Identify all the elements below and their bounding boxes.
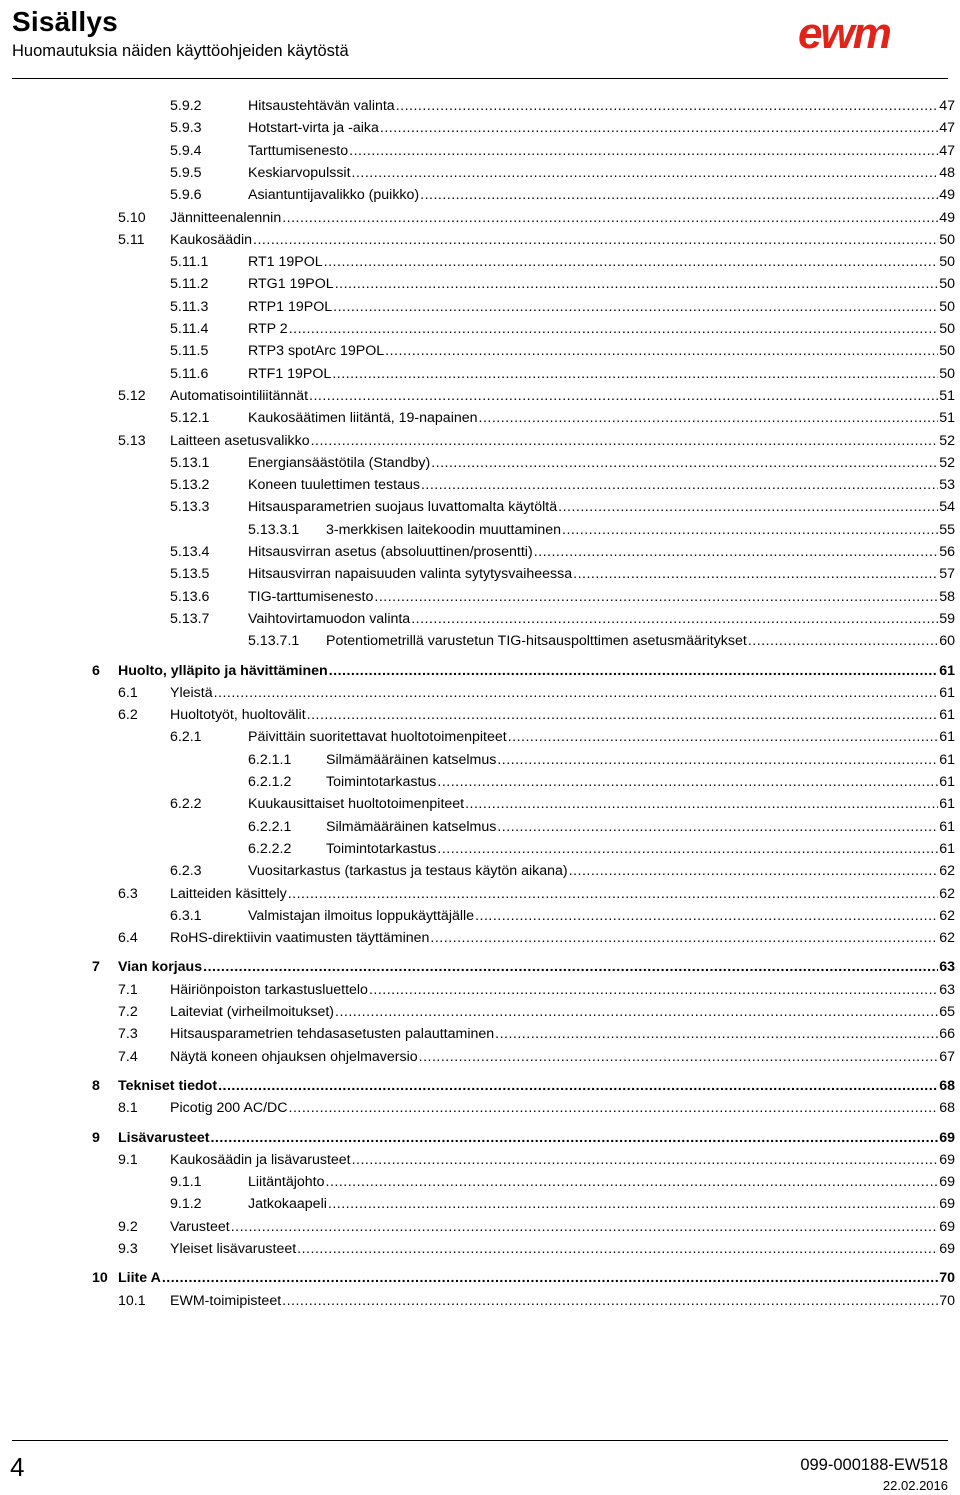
toc-entry[interactable] <box>170 1194 955 1214</box>
toc-entry-page: 62 <box>939 907 955 924</box>
dot-leader <box>352 1150 939 1170</box>
toc-entry[interactable] <box>118 1217 955 1237</box>
toc-entry-page: 63 <box>939 981 955 998</box>
toc-entry-number: 9.1.1 <box>170 1174 202 1191</box>
toc-entry[interactable] <box>248 520 955 540</box>
toc-entry[interactable] <box>118 980 955 1000</box>
toc-entry[interactable] <box>118 683 955 703</box>
toc-entry-number: 5.13.3.1 <box>248 521 300 538</box>
svg-text:ewm: ewm <box>798 14 890 54</box>
toc-entry-number: 5.13.3 <box>170 499 210 516</box>
toc-entry-number: 6.2.1 <box>170 729 202 746</box>
toc-entry-page: 65 <box>939 1004 955 1020</box>
toc-entry-number: 6.2.2.1 <box>248 818 292 835</box>
toc-entry[interactable] <box>248 817 955 837</box>
dot-leader <box>419 1047 939 1067</box>
dot-leader <box>289 1098 939 1118</box>
toc-entry[interactable] <box>118 884 955 904</box>
toc-entry-page: 54 <box>939 499 955 516</box>
toc-entry-title: Näytä koneen ohjauksen ohjelmaversio <box>170 1048 418 1065</box>
toc-entry-number: 5.12 <box>118 387 146 404</box>
dot-leader <box>282 1291 938 1311</box>
toc-entry-number: 5.11.4 <box>170 321 209 337</box>
toc-entry-title: EWM-toimipisteet <box>170 1292 282 1309</box>
toc-entry[interactable] <box>170 408 955 428</box>
dot-leader <box>385 341 938 361</box>
dot-leader <box>421 475 938 495</box>
toc-entry-page: 48 <box>939 164 955 181</box>
toc-entry-title: Vaihtovirtamuodon valinta <box>248 610 411 627</box>
toc-entry-title: Kaukosäätimen liitäntä, 19-napainen <box>248 410 478 427</box>
dot-leader <box>495 1024 938 1044</box>
toc-entry-title: Huoltotyöt, huoltovälit <box>170 707 306 724</box>
toc-entry-number: 7.4 <box>118 1048 138 1065</box>
toc-entry[interactable] <box>170 542 955 562</box>
toc-entry-number: 5.13 <box>118 432 146 449</box>
toc-entry-page: 52 <box>939 432 955 449</box>
dot-leader <box>218 1076 938 1096</box>
toc-entry-number: 5.11.2 <box>170 276 209 293</box>
toc-entry-number: 6.2.2.2 <box>248 840 292 857</box>
toc-entry-page: 50 <box>939 365 955 382</box>
toc-entry-page: 66 <box>939 1026 955 1043</box>
toc-entry-title: RTP1 19POL <box>248 298 333 315</box>
toc-entry-number: 5.11.1 <box>170 254 209 271</box>
toc-entry-page: 47 <box>939 120 955 137</box>
toc-entry-title: Energiansäästötila (Standby) <box>248 454 431 471</box>
toc-entry-page: 59 <box>939 610 955 627</box>
dot-leader <box>479 408 939 428</box>
dot-leader <box>210 1128 938 1148</box>
toc-entry-page: 69 <box>939 1129 955 1146</box>
toc-entry-page: 61 <box>939 796 955 813</box>
toc-entry-title: Silmämääräinen katselmus <box>326 751 497 768</box>
toc-entry-page: 47 <box>939 98 955 114</box>
toc-entry-title: TIG-tarttumisenesto <box>248 588 374 605</box>
toc-entry[interactable] <box>118 705 955 725</box>
toc-entry[interactable] <box>170 319 955 339</box>
toc-entry-page: 58 <box>939 588 955 605</box>
toc-entry-number: 6.2.1.1 <box>248 751 292 768</box>
document-date: 22.02.2016 <box>882 1478 948 1493</box>
dot-leader <box>352 163 939 183</box>
toc-entry-page: 56 <box>939 544 955 560</box>
toc-entry[interactable] <box>92 1076 955 1096</box>
toc-entry[interactable] <box>92 1128 955 1148</box>
toc-entry-number: 5.9.5 <box>170 164 202 181</box>
toc-entry[interactable] <box>170 297 955 317</box>
dot-leader <box>329 661 939 681</box>
toc-entry-number: 6.2.1.2 <box>248 774 292 790</box>
toc-entry-page: 61 <box>939 774 955 790</box>
toc-entry-number: 6.2 <box>118 707 138 724</box>
toc-entry-title: Hitsausvirran asetus (absoluuttinen/prosentti) <box>248 544 533 560</box>
toc-entry-number: 5.13.7.1 <box>248 633 300 650</box>
toc-entry[interactable] <box>118 928 955 948</box>
toc-entry-title: Jännitteenalennin <box>170 209 282 226</box>
dot-leader <box>203 957 938 977</box>
toc-entry[interactable] <box>170 274 955 294</box>
dot-leader <box>324 252 939 272</box>
toc-entry[interactable] <box>92 1268 955 1288</box>
toc-entry-page: 51 <box>939 387 955 404</box>
dot-leader <box>335 274 939 294</box>
toc-entry-page: 62 <box>939 863 955 880</box>
toc-entry-page: 67 <box>939 1048 955 1065</box>
dot-leader <box>162 1268 938 1288</box>
toc-entry-number: 5.13.4 <box>170 544 210 560</box>
toc-entry[interactable] <box>170 727 955 747</box>
toc-entry[interactable] <box>118 1291 955 1311</box>
toc-entry-number: 5.9.6 <box>170 187 202 204</box>
toc-entry-number: 5.13.7 <box>170 610 210 627</box>
toc-entry[interactable] <box>170 564 955 584</box>
dot-leader <box>297 1239 938 1259</box>
page-title: Sisällys <box>12 6 118 37</box>
toc-entry-number: 5.11.5 <box>170 343 209 360</box>
toc-entry-title: Asiantuntijavalikko (puikko) <box>248 187 420 204</box>
toc-entry-number: 8 <box>92 1077 100 1094</box>
toc-entry-number: 6 <box>92 662 100 679</box>
dot-leader <box>374 587 938 607</box>
toc-entry[interactable] <box>170 794 955 814</box>
toc-entry-number: 6.3 <box>118 885 138 902</box>
toc-entry-title: Kuukausittaiset huoltotoimenpiteet <box>248 796 465 813</box>
dot-leader <box>307 705 939 725</box>
toc-entry-number: 5.10 <box>118 209 146 226</box>
toc-entry[interactable] <box>170 906 955 926</box>
toc-entry-page: 55 <box>939 521 955 538</box>
toc-entry-title: Toimintotarkastus <box>326 774 437 790</box>
toc-entry-number: 7 <box>92 959 100 976</box>
toc-entry[interactable] <box>118 1239 955 1259</box>
toc-entry-page: 53 <box>939 477 955 494</box>
toc-entry[interactable] <box>170 587 955 607</box>
toc-entry-number: 9.1 <box>118 1151 138 1168</box>
toc-entry[interactable] <box>170 364 955 384</box>
footer-divider <box>12 1440 948 1441</box>
toc-entry-title: Laitteiden käsittely <box>170 885 287 902</box>
dot-leader <box>508 727 939 747</box>
toc-entry-page: 49 <box>939 187 955 204</box>
toc-entry-page: 49 <box>939 209 955 226</box>
dot-leader <box>349 141 938 161</box>
toc-entry-page: 52 <box>939 454 955 471</box>
toc-entry-number: 5.11.6 <box>170 365 209 382</box>
dot-leader <box>253 230 938 250</box>
toc-entry-number: 6.1 <box>118 684 138 701</box>
toc-entry-number: 5.9.3 <box>170 120 202 137</box>
toc-entry-number: 9.2 <box>118 1218 138 1235</box>
toc-entry-title: Häiriönpoiston tarkastusluettelo <box>170 981 368 998</box>
toc-entry-number: 6.2.2 <box>170 796 202 813</box>
toc-entry-page: 68 <box>939 1100 955 1117</box>
dot-leader <box>333 297 938 317</box>
toc-entry-number: 6.3.1 <box>170 907 202 924</box>
toc-entry[interactable] <box>118 1098 955 1118</box>
toc-entry[interactable] <box>118 1002 955 1022</box>
toc-entry-page: 62 <box>939 885 955 902</box>
dot-leader <box>558 497 938 517</box>
toc-entry-page: 50 <box>939 231 955 248</box>
toc-entry-title: RoHS-direktiivin vaatimusten täyttäminen <box>170 930 430 947</box>
dot-leader <box>335 1002 938 1022</box>
dot-leader <box>562 520 938 540</box>
dot-leader <box>534 542 939 562</box>
toc-entry[interactable] <box>248 839 955 859</box>
dot-leader <box>437 772 938 792</box>
toc-entry-title: RTG1 19POL <box>248 276 334 293</box>
toc-entry-title: Toimintotarkastus <box>326 840 437 857</box>
dot-leader <box>309 386 938 406</box>
toc-entry-number: 9.1.2 <box>170 1196 202 1213</box>
page-number: 4 <box>10 1452 25 1482</box>
toc-entry[interactable] <box>170 609 955 629</box>
toc-entry-page: 62 <box>939 930 955 947</box>
toc-entry-number: 9 <box>92 1129 100 1146</box>
toc-entry-page: 60 <box>939 633 955 650</box>
toc-entry-number: 10.1 <box>118 1292 146 1309</box>
toc-entry-page: 69 <box>939 1218 955 1235</box>
toc-entry[interactable] <box>170 861 955 881</box>
toc-entry-title: Hitsausparametrien tehdasasetusten palauttaminen <box>170 1026 495 1043</box>
toc-entry-page: 69 <box>939 1196 955 1213</box>
toc-entry-number: 6.4 <box>118 930 138 947</box>
dot-leader <box>326 1172 939 1192</box>
toc-entry[interactable] <box>118 431 955 451</box>
toc-entry-number: 5.13.6 <box>170 588 210 605</box>
dot-leader <box>328 1194 938 1214</box>
toc-entry-page: 69 <box>939 1174 955 1191</box>
toc-entry-number: 7.2 <box>118 1004 138 1020</box>
toc-entry-page: 61 <box>939 729 955 746</box>
dot-leader <box>497 817 938 837</box>
toc-entry-page: 50 <box>939 298 955 315</box>
toc-entry-page: 50 <box>939 276 955 293</box>
toc-entry-title: RTP 2 <box>248 321 288 337</box>
toc-entry-number: 7.1 <box>118 981 138 998</box>
toc-entry[interactable] <box>170 1172 955 1192</box>
toc-entry-title: Päivittäin suoritettavat huoltotoimenpiteet <box>248 729 507 746</box>
toc-entry[interactable] <box>170 118 955 138</box>
toc-entry[interactable] <box>92 957 955 977</box>
toc-entry-number: 5.13.1 <box>170 454 210 471</box>
dot-leader <box>311 431 939 451</box>
toc-entry[interactable] <box>170 141 955 161</box>
dot-leader <box>380 118 938 138</box>
toc-entry[interactable] <box>248 631 955 651</box>
toc-entry-title: Liitäntäjohto <box>248 1174 325 1191</box>
toc-entry-title: Lisävarusteet <box>118 1129 210 1146</box>
toc-entry-number: 8.1 <box>118 1100 138 1117</box>
toc-entry-title: Laitteen asetusvalikko <box>170 432 310 449</box>
toc-entry-title: Huolto, ylläpito ja hävittäminen <box>118 662 328 679</box>
toc-entry[interactable] <box>248 772 955 792</box>
toc-entry-page: 50 <box>939 343 955 360</box>
toc-entry-title: Silmämääräinen katselmus <box>326 818 497 835</box>
page-subtitle: Huomautuksia näiden käyttöohjeiden käytöstä <box>12 42 349 60</box>
toc-entry[interactable] <box>170 497 955 517</box>
dot-leader <box>411 609 938 629</box>
toc-entry-number: 5.11 <box>118 231 145 248</box>
toc-entry-page: 61 <box>939 751 955 768</box>
toc-entry[interactable] <box>118 1047 955 1067</box>
dot-leader <box>430 928 938 948</box>
toc-entry-title: Keskiarvopulssit <box>248 164 351 181</box>
toc-entry-title: Kaukosäädin ja lisävarusteet <box>170 1151 351 1168</box>
toc-entry-number: 5.9.4 <box>170 142 202 159</box>
toc-entry-number: 7.3 <box>118 1026 138 1043</box>
toc-entry-title: Hitsausvirran napaisuuden valinta sytytysvaiheessa <box>248 566 573 583</box>
toc-entry-page: 50 <box>939 321 955 337</box>
toc-entry-page: 61 <box>939 707 955 724</box>
dot-leader <box>369 980 938 1000</box>
toc-entry-title: Hitsausparametrien suojaus luvattomalta käytöltä <box>248 499 558 516</box>
toc-entry[interactable] <box>170 163 955 183</box>
toc-entry[interactable] <box>118 208 955 228</box>
dot-leader <box>573 564 938 584</box>
toc-entry-title: Vian korjaus <box>118 959 203 976</box>
toc-entry-page: 70 <box>939 1292 955 1309</box>
toc-entry-title: Hotstart-virta ja -aika <box>248 120 379 137</box>
toc-entry-title: Liite A <box>118 1270 161 1287</box>
dot-leader <box>569 861 939 881</box>
toc-entry-number: 5.13.5 <box>170 566 210 583</box>
toc-entry-number: 6.2.3 <box>170 863 202 880</box>
dot-leader <box>396 96 939 116</box>
toc-entry-title: Valmistajan ilmoitus loppukäyttäjälle <box>248 907 475 924</box>
toc-entry-title: RT1 19POL <box>248 254 323 271</box>
toc-entry[interactable] <box>118 386 955 406</box>
toc-entry-title: Kaukosäädin <box>170 231 253 248</box>
dot-leader <box>437 839 938 859</box>
toc-entry[interactable] <box>118 230 955 250</box>
dot-leader <box>288 884 938 904</box>
toc-entry-page: 69 <box>939 1241 955 1257</box>
toc-entry-title: Varusteet <box>170 1218 230 1235</box>
toc-entry-number: 5.9.2 <box>170 98 202 114</box>
dot-leader <box>289 319 939 339</box>
toc-entry[interactable] <box>118 1024 955 1044</box>
toc-entry-title: Potentiometrillä varustetun TIG-hitsauspolttimen asetusmääritykset <box>326 633 747 650</box>
toc-entry[interactable] <box>170 453 955 473</box>
dot-leader <box>431 453 938 473</box>
toc-entry[interactable] <box>170 341 955 361</box>
toc-entry-title: Yleiset lisävarusteet <box>170 1241 297 1257</box>
toc-entry-title: Koneen tuulettimen testaus <box>248 477 420 494</box>
toc-entry-page: 50 <box>939 254 955 271</box>
toc-entry-title: 3-merkkisen laitekoodin muuttaminen <box>326 521 561 538</box>
dot-leader <box>231 1217 939 1237</box>
toc-entry-page: 61 <box>939 662 955 679</box>
toc-entry-page: 61 <box>939 684 955 701</box>
toc-entry[interactable] <box>170 475 955 495</box>
toc-entry-title: Automatisointiliitännät <box>170 387 309 404</box>
dot-leader <box>748 631 938 651</box>
dot-leader <box>332 364 938 384</box>
toc-entry-number: 9.3 <box>118 1241 138 1257</box>
toc-entry-number: 5.11.3 <box>170 298 209 315</box>
header-divider <box>12 78 948 79</box>
toc-entry-page: 70 <box>939 1270 955 1287</box>
toc-entry[interactable] <box>118 1150 955 1170</box>
toc-entry-page: 51 <box>939 410 955 427</box>
dot-leader <box>420 185 938 205</box>
toc-entry-number: 5.13.2 <box>170 477 210 494</box>
toc-entry-title: Vuositarkastus (tarkastus ja testaus käytön aikana) <box>248 863 568 880</box>
dot-leader <box>282 208 938 228</box>
toc-entry-number: 10 <box>92 1270 108 1287</box>
dot-leader <box>214 683 939 703</box>
toc-entry-page: 68 <box>939 1077 955 1094</box>
toc-entry-title: Jatkokaapeli <box>248 1196 327 1213</box>
toc-entry-page: 69 <box>939 1151 955 1168</box>
toc-entry-title: Tekniset tiedot <box>118 1077 218 1094</box>
page-header <box>0 0 960 80</box>
toc-entry-title: Picotig 200 AC/DC <box>170 1100 288 1117</box>
dot-leader <box>475 906 938 926</box>
toc-entry-title: RTF1 19POL <box>248 365 332 382</box>
toc-entry-page: 61 <box>939 818 955 835</box>
toc-entry-number: 5.12.1 <box>170 410 210 427</box>
dot-leader <box>497 750 938 770</box>
toc-entry-page: 61 <box>939 840 955 857</box>
toc-entry[interactable] <box>170 252 955 272</box>
toc-entry-page: 57 <box>939 566 955 583</box>
toc-entry-title: Laiteviat (virheilmoitukset) <box>170 1004 335 1020</box>
toc-entry-page: 47 <box>939 142 955 159</box>
toc-entry[interactable] <box>170 185 955 205</box>
toc-entry-title: Tarttumisenesto <box>248 142 349 159</box>
dot-leader <box>465 794 938 814</box>
toc-entry-page: 63 <box>939 959 955 976</box>
toc-entry-title: Hitsaustehtävän valinta <box>248 98 395 114</box>
ewm-logo-icon <box>798 14 938 54</box>
toc-entry-title: Yleistä <box>170 684 213 701</box>
toc-entry[interactable] <box>248 750 955 770</box>
toc-entry[interactable] <box>170 96 955 116</box>
toc-entry[interactable] <box>92 661 955 681</box>
toc-entry-title: RTP3 spotArc 19POL <box>248 343 385 360</box>
document-number: 099-000188-EW518 <box>800 1456 948 1474</box>
